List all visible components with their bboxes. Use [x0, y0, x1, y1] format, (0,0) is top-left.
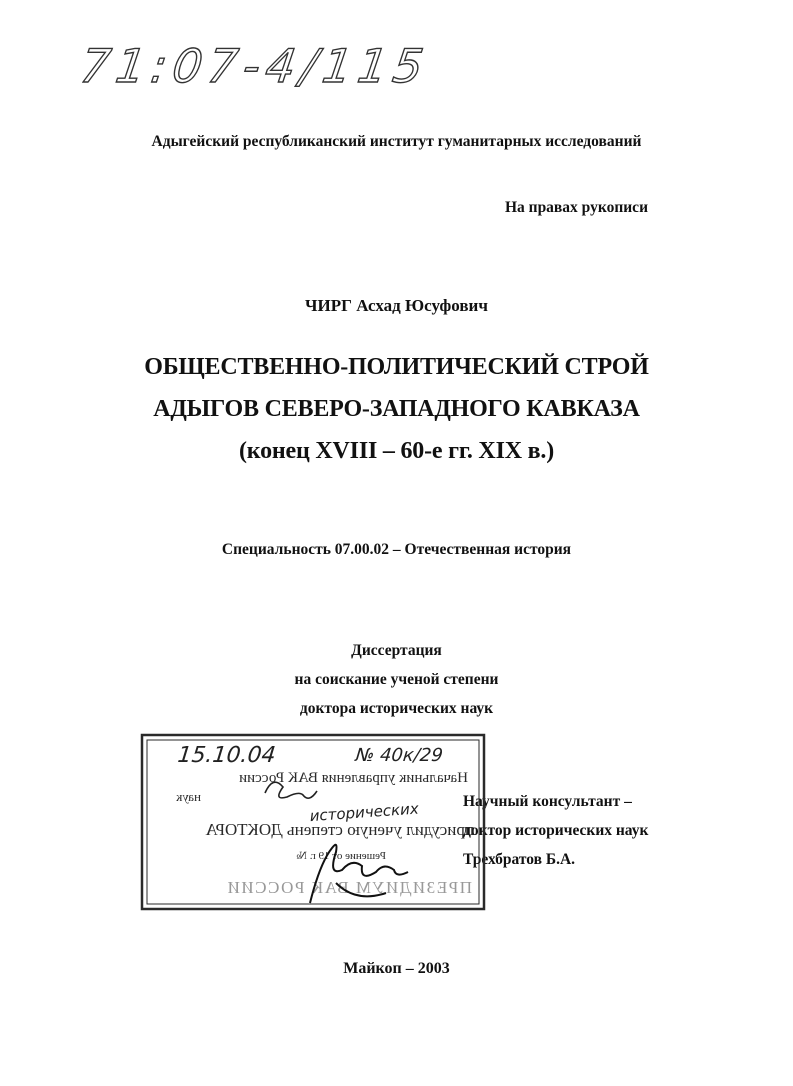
stamp-line-3: присудил ученую степень ДОКТОРА: [205, 820, 474, 839]
title-line-3: (конец XVIII – 60-е гг. XIX в.): [239, 438, 554, 464]
handwritten-archive-number-text: 71:07-4/115: [82, 39, 433, 93]
speciality: Специальность 07.00.02 – Отечественная история: [221, 541, 572, 558]
dissertation-title: [0, 346, 793, 472]
manuscript-rights: На правах рукописи: [504, 199, 648, 216]
institution-name: Адыгейский республиканский институт гуманитарных исследований: [151, 133, 642, 150]
stamp-line-1: Начальник управления ВАК России: [239, 770, 468, 786]
stamp-line-5: ПРЕЗИДИУМ ВАК РОССИИ: [226, 878, 472, 897]
dissertation-line-3: доктора исторических наук: [299, 700, 494, 717]
stamp-handwritten-number: № 40к/29: [354, 745, 444, 766]
consultant-line-3: Трехбратов Б.А.: [463, 851, 576, 868]
stamp-handwritten-date: 15.10.04: [176, 743, 277, 768]
dissertation-block: [0, 636, 793, 723]
stamp-line-2: наук: [176, 789, 201, 804]
stamp-handwritten-field: исторических: [309, 799, 420, 826]
title-line-2: АДЫГОВ СЕВЕРО-ЗАПАДНОГО КАВКАЗА: [153, 396, 640, 422]
handwritten-archive-number-svg: [82, 30, 442, 100]
vak-stamp-svg: [140, 733, 486, 911]
author-name: ЧИРГ Асхад Юсуфович: [305, 296, 488, 315]
handwritten-archive-number: [82, 30, 442, 100]
dissertation-line-2: на соискание ученой степени: [294, 671, 499, 688]
vak-stamp: [140, 733, 486, 911]
consultant-line-1: Научный консультант –: [463, 793, 632, 810]
consultant-line-2: доктор исторических наук: [463, 822, 649, 839]
consultant-block: [463, 787, 648, 874]
title-line-1: ОБЩЕСТВЕННО-ПОЛИТИЧЕСКИЙ СТРОЙ: [144, 354, 649, 380]
stamp-line-4: Решение от 19 г. №: [296, 850, 386, 862]
city-year: Майкоп – 2003: [343, 960, 450, 977]
dissertation-line-1: Диссертация: [351, 642, 442, 659]
